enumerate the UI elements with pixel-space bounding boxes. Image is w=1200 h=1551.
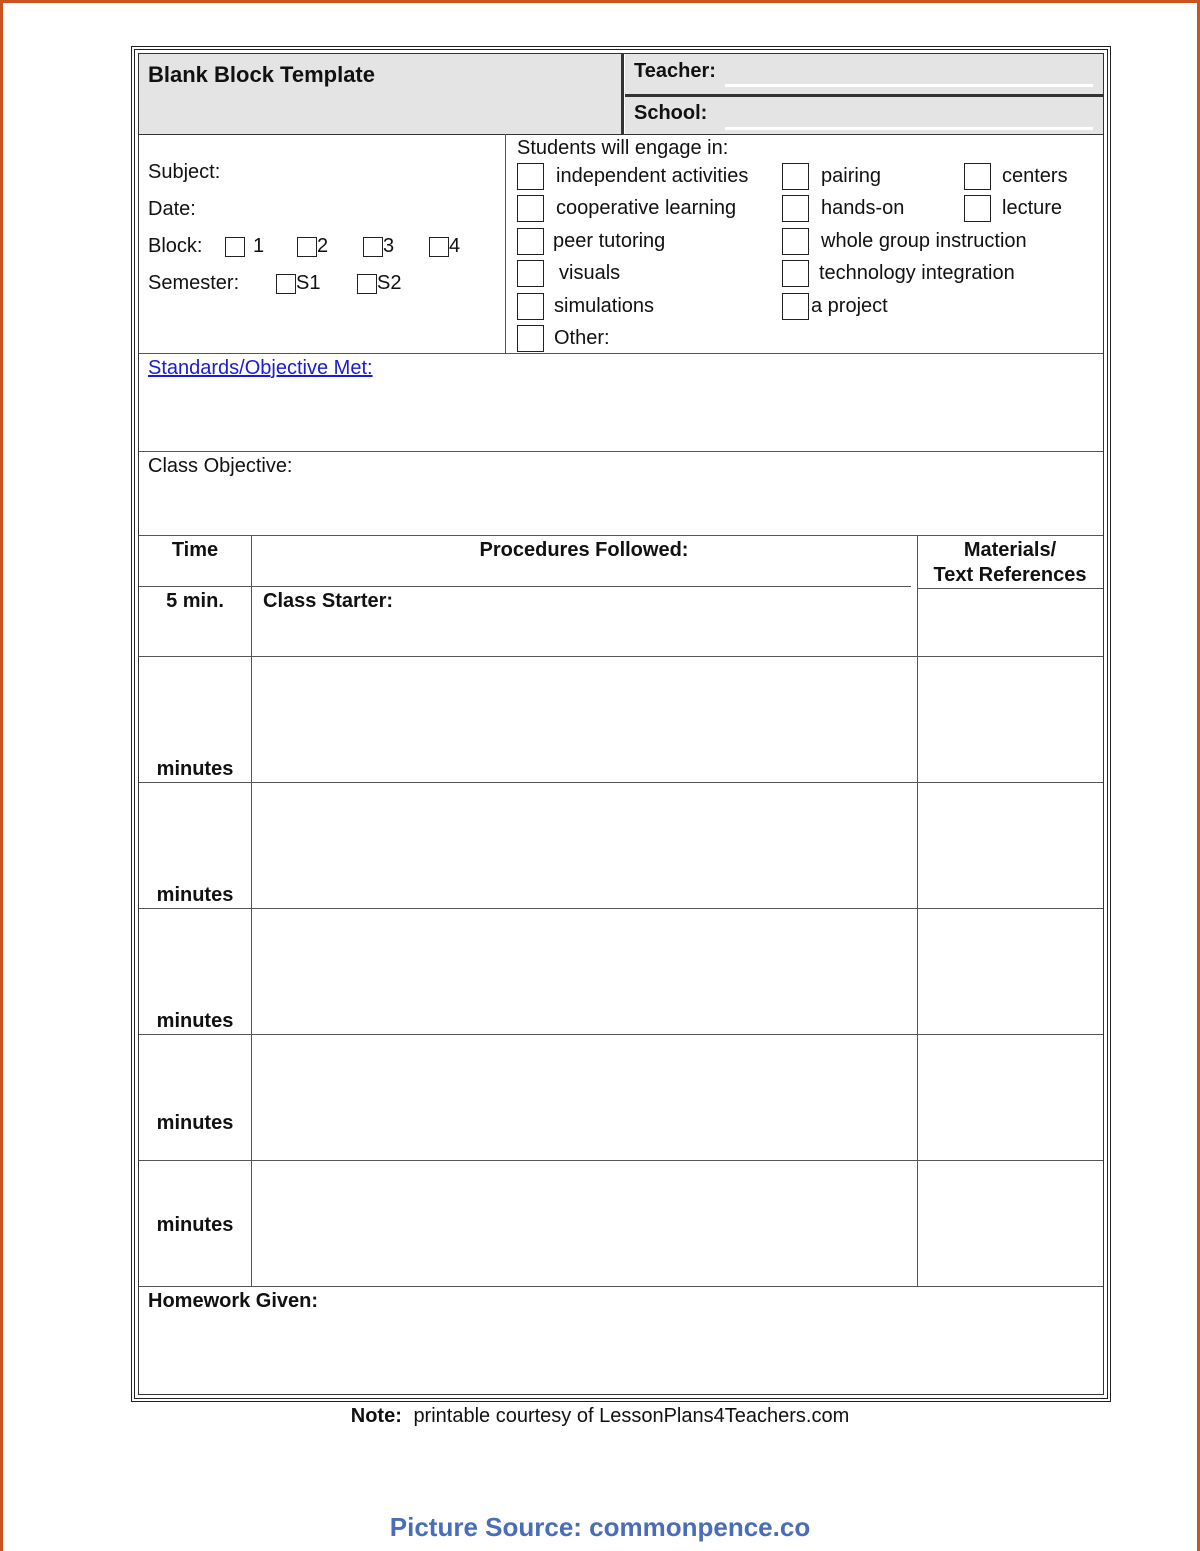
procedures-header: Procedures Followed: [479,539,689,561]
engage-centers[interactable]: centers [964,163,1068,190]
block-option-1[interactable]: 1 [225,235,264,258]
row-1-minutes: minutes [156,758,234,780]
school-line [725,127,1093,130]
engage-pairing[interactable]: pairing [782,163,881,190]
note-label: Note: [350,1405,402,1427]
subject-label: Subject: [148,161,221,183]
date-label: Date: [148,198,196,220]
engage-peer-tutoring[interactable]: peer tutoring [517,228,665,255]
row-4-minutes: minutes [156,1112,234,1134]
courtesy-note [0,1405,1200,1428]
checkbox[interactable] [225,237,245,257]
teacher-label: Teacher: [634,60,716,82]
checkbox[interactable] [964,163,991,190]
checkbox[interactable] [517,163,544,190]
teacher-cell[interactable] [625,54,1103,94]
homework-label: Homework Given: [148,1290,319,1312]
checkbox[interactable] [363,237,383,257]
checkbox[interactable] [782,163,809,190]
engage-other[interactable]: Other: [517,325,610,352]
checkbox[interactable] [297,237,317,257]
engage-lecture[interactable]: lecture [964,195,1062,222]
block-option-3[interactable]: 3 [363,235,394,258]
row-2-minutes: minutes [156,884,234,906]
note-text: printable courtesy of LessonPlans4Teachers.com [413,1405,850,1427]
document-body [138,53,1104,1395]
materials-header-line-2: Text References [933,564,1087,586]
class-starter-label: Class Starter: [263,590,394,612]
teacher-line [725,84,1093,87]
class-objective-label: Class Objective: [148,455,293,477]
checkbox[interactable] [429,237,449,257]
checkbox[interactable] [517,195,544,222]
lesson-plan-document [131,46,1111,1402]
checkbox[interactable] [782,228,809,255]
picture-source-caption: Picture Source: commonpence.co [389,1512,811,1542]
row-3-minutes: minutes [156,1010,234,1032]
checkbox[interactable] [517,228,544,255]
engage-cooperative-learning[interactable]: cooperative learning [517,195,736,222]
standards-objective-link[interactable]: Standards/Objective Met: [148,357,373,379]
engage-a-project[interactable]: a project [782,293,888,320]
engage-simulations[interactable]: simulations [517,293,654,320]
checkbox[interactable] [964,195,991,222]
semester-option-s1[interactable]: S1 [276,272,320,295]
checkbox[interactable] [782,195,809,222]
engage-visuals[interactable]: visuals [517,260,620,287]
materials-header-line-1: Materials/ [963,539,1057,561]
checkbox[interactable] [357,274,377,294]
starter-time: 5 min. [166,590,224,612]
checkbox[interactable] [517,293,544,320]
engage-whole-group-instruction[interactable]: whole group instruction [782,228,1027,255]
checkbox[interactable] [782,293,809,320]
semester-option-s2[interactable]: S2 [357,272,401,295]
time-header: Time [171,539,219,561]
block-option-4[interactable]: 4 [429,235,460,258]
engage-technology-integration[interactable]: technology integration [782,260,1015,287]
checkbox[interactable] [517,325,544,352]
checkbox[interactable] [782,260,809,287]
school-label: School: [634,102,708,124]
semester-label: Semester: [148,272,240,294]
checkbox[interactable] [517,260,544,287]
document-title: Blank Block Template [148,62,375,87]
block-label: Block: [148,235,203,257]
engage-hands-on[interactable]: hands-on [782,195,904,222]
row-5-minutes: minutes [156,1214,234,1236]
checkbox[interactable] [276,274,296,294]
engage-independent-activities[interactable]: independent activities [517,163,748,190]
engage-heading: Students will engage in: [517,137,729,159]
school-cell[interactable] [625,97,1103,134]
block-option-2[interactable]: 2 [297,235,328,258]
title-cell [139,54,621,134]
